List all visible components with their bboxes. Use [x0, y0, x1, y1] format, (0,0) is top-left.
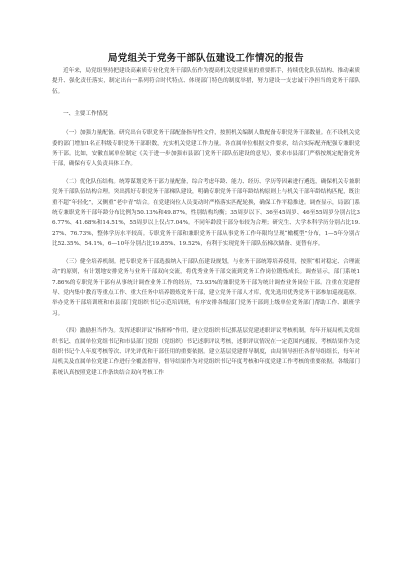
intro-paragraph: 近年来，局党组坚持把建设高素质专业化党务干部队伍作为提高机关党建质量的重要抓手，持续优化队伍结构、推动素质提升、强化责任落实，制定出台一系列符合时代特点、体现部门特色的制度举措，努力建设一支忠诚干净担当的党务干部队伍。: [52, 68, 360, 95]
section-heading: 一、主要工作情况: [63, 111, 108, 118]
paragraph-incentives: （四）激励担当作为。发挥述职评议“指挥棒”作用，建立党组织书记抓基层党建述职评议考核机制，每年开展局机关党组织书记、直属单位党组书记和市县部门党组（党组织）书记述职评议考核，述职评议情况在一定范围内通报，考核结果作为党组织书记个人年度考核等次、评先评优和干部任用的重要依据。建立基层党建督导制度，由局领导担任各督导组组长，每年对局机关及直属单位党建工作进行全覆盖督导，督导结果作为对党组织书记年度考核和年度党建工作考核的重要依据。各级部门系统认真按照党建工作条块结合双向考核工作: [52, 328, 360, 376]
document-title: 局党组关于党务干部队伍建设工作情况的报告: [107, 53, 304, 64]
paragraph-training: （三）健全培养机制。把专职党务干部选拔纳入干部队伍建设规划，与业务干部统筹培养使用，按照“相对稳定、合理流动”的原则，有计划地安排党务与业务干部双向交流，将优秀业务干部交流到党务工作岗位锻炼成长。调查显示，部门系统17.86%的专职党务干部有从事统计调查业务工作的经历，73.93%的兼职党务干部为统计调查业务岗位干部。注重在党建督导、党内集中教育等重点工作、重大任务中培养锻炼党务干部，建立党务干部人才库，优先选用优秀党务干部参加巡视巡察。举办党务干部培训班和市县部门党组织书记示范培训班，有序安排各级部门党务干部到上级单位党务部门帮助工作、跟班学习。: [52, 258, 360, 317]
paragraph-staffing: （一）加强力量配备。研究出台专职党务干部配备指导性文件，按照机关编制人数配备专职党务干部数量。在不设机关党委的部门增加1名正科级专职党务干部职数，充实机关党建工作力量。各直属单位根据文件要求，结合实际配齐配强专兼职党务干部。比如，安徽直属单位制定《关于进一步加强市县部门党务干部队伍建设的意见》，要求市县部门严格按规定配备党务干部，确保有专人负责具体工作。: [52, 130, 360, 168]
paragraph-structure: （二）优化队伍结构。统筹谋划党务干部力量配备，综合考虑年龄、能力、经历、学历等因素进行遴选，确保机关专兼职党务干部队伍结构合理。突出抓好专职党务干部梯队建设，明确专职党务干部年龄结构原则上与机关干部年龄结构匹配，既注重不超“年轻化”，又侧重“老中青”结合。在党建岗位人员变动时严格落实匹配轮换，确保工作平稳推进。调查显示，局部门系统专兼职党务干部年龄分布比例为50.13%和49.87%，性别结构均衡；35周岁以下、36至45周岁、46至55周岁分别占比36.77%、41.68%和14.51%，55周岁以上仅占7.04%。不同年龄段干部分布较为合理；研究生、大学本科学历分别占比19.27%、76.73%，整体学历水平较高。专职党务干部和兼职党务干部从事党务工作年限均呈现“橄榄型”分布，1—5年分别占比52.35%、54.1%，6—10年分别占比19.85%、19.52%，有利于实现党务干部队伍梯次储备、更替有序。: [52, 178, 360, 248]
